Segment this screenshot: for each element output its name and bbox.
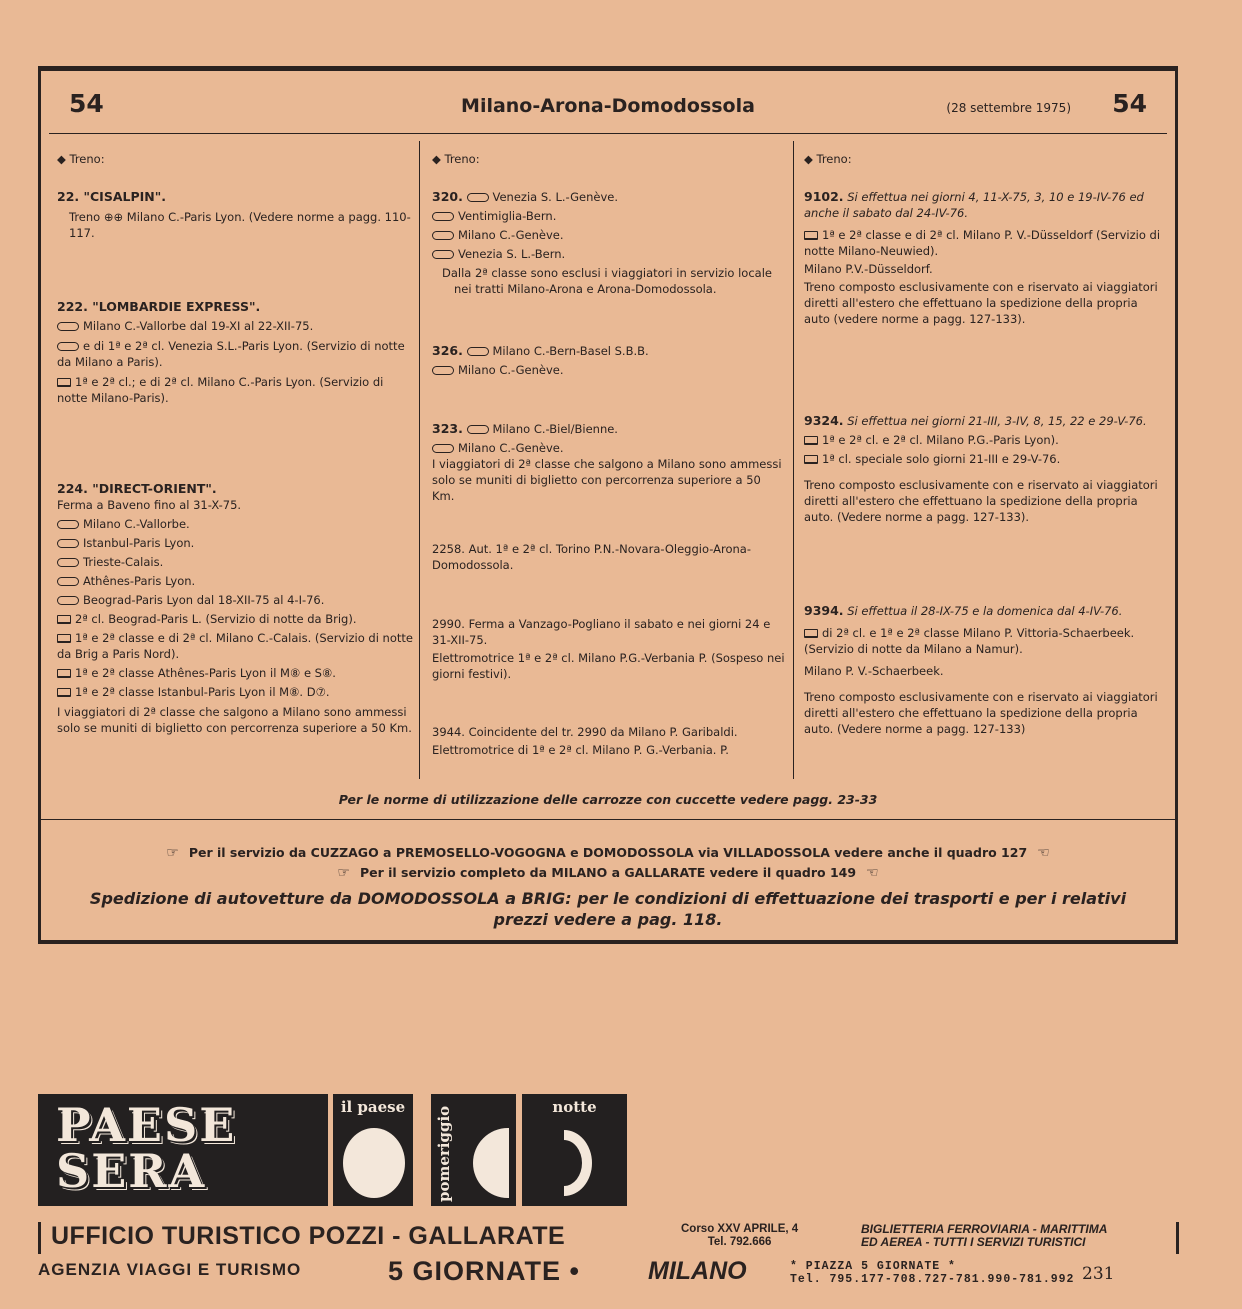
train-title: 22. "CISALPIN". bbox=[57, 189, 167, 204]
sleeping-car-icon bbox=[57, 322, 79, 331]
couchette-icon bbox=[57, 669, 71, 678]
train-days: Si effettua nei giorni 4, 11-X-75, 3, 10 e 19-IV-76 ed anche il sabato dal 24-IV-76. bbox=[804, 190, 1144, 220]
service-reference-149 bbox=[41, 865, 1175, 881]
train-224 bbox=[57, 481, 414, 736]
service-line: BIGLIETTERIA FERROVIARIA - MARITTIMA bbox=[861, 1222, 1108, 1236]
page-number-left: 54 bbox=[69, 89, 104, 118]
train-2990 bbox=[432, 616, 786, 682]
agenzia-label: AGENZIA VIAGGI E TURISMO bbox=[38, 1260, 302, 1279]
reference-text: Per il servizio completo da MILANO a GALLARATE vedere il quadro 149 bbox=[359, 865, 857, 880]
couchette-icon bbox=[57, 688, 71, 697]
train-note: I viaggiatori di 2ª classe che salgono a Milano sono ammessi solo se muniti di biglietto con percorrenza superiore a 50 Km. bbox=[432, 457, 782, 503]
agency-contact bbox=[790, 1260, 1074, 1286]
column-left bbox=[51, 141, 418, 779]
treno-label: ◆ Treno: bbox=[804, 152, 852, 166]
sleeping-car-icon bbox=[432, 231, 454, 240]
train-note: I viaggiatori di 2ª classe che salgono a Milano sono ammessi solo se muniti di biglietto con percorrenza superiore a 50 Km. bbox=[57, 705, 412, 735]
sleeping-car-icon bbox=[57, 539, 79, 548]
train-number: 323. bbox=[432, 421, 463, 436]
edition-label: notte bbox=[552, 1098, 597, 1116]
edition-notte bbox=[522, 1094, 627, 1206]
sleeping-car-icon bbox=[432, 212, 454, 221]
edition-label: il paese bbox=[340, 1098, 406, 1116]
route-line: Milano P. V.-Schaerbeek. bbox=[804, 664, 944, 678]
train-note: Milano C.-Vallorbe dal 19-XI al 22-XII-75. bbox=[83, 319, 314, 333]
train-22 bbox=[57, 189, 414, 241]
sleeping-car-icon bbox=[57, 596, 79, 605]
service-reference-127 bbox=[41, 845, 1175, 861]
route-line: di 2ª cl. e 1ª e 2ª classe Milano P. Vittoria-Schaerbeek. (Servizio di notte da Milano a Namur). bbox=[804, 626, 1135, 656]
page-title: Milano-Arona-Domodossola bbox=[461, 95, 755, 117]
route-line: Venezia S. L.-Bern. bbox=[458, 247, 566, 261]
route-line: Milano P.V.-Düsseldorf. bbox=[804, 262, 933, 276]
route-line: Athênes-Paris Lyon. bbox=[83, 574, 196, 588]
full-circle-icon bbox=[343, 1128, 405, 1198]
train-number: 9102. bbox=[804, 189, 844, 204]
train-note: Dalla 2ª classe sono esclusi i viaggiatori in servizio locale nei tratti Milano-Arona e Arona-Domodossola. bbox=[442, 266, 772, 296]
sleeping-car-icon bbox=[467, 347, 489, 356]
train-323 bbox=[432, 421, 786, 504]
agency-address bbox=[681, 1223, 798, 1249]
train-222 bbox=[57, 299, 414, 406]
train-note: e di 1ª e 2ª cl. Venezia S.L.-Paris Lyon. (Servizio di notte da Milano a Paris). bbox=[57, 339, 405, 369]
sleeping-car-icon bbox=[57, 558, 79, 567]
pointing-hand-icon: ☜ bbox=[866, 865, 879, 881]
address-line: Corso XXV APRILE, 4 bbox=[681, 1223, 799, 1235]
car-shipping-note: Spedizione di autovetture da DOMODOSSOLA a BRIG: per le condizioni di effettuazione dei trasporti e per i relativi prezzi vedere a pag. 118. bbox=[89, 889, 1127, 929]
edition-label: pomeriggio bbox=[435, 1105, 453, 1202]
agency-city: MILANO bbox=[648, 1257, 747, 1285]
train-9324 bbox=[804, 413, 1164, 525]
logo-line-1: PAESE bbox=[56, 1098, 237, 1152]
pointing-hand-icon: ☜ bbox=[1037, 845, 1050, 861]
treno-label: ◆ Treno: bbox=[432, 152, 480, 166]
paese-sera-logo bbox=[38, 1094, 328, 1206]
header-divider bbox=[49, 133, 1167, 134]
route-line: Milano C.-Genève. bbox=[458, 363, 564, 377]
train-days: Si effettua il 28-IX-75 e la domenica dal 4-IV-76. bbox=[847, 604, 1123, 618]
edition-pomeriggio bbox=[431, 1094, 516, 1206]
couchette-icon bbox=[804, 436, 818, 445]
address-line: * PIAZZA 5 GIORNATE * bbox=[790, 1260, 956, 1273]
sleeping-car-icon bbox=[432, 366, 454, 375]
route-line: 1ª e 2ª classe Istanbul-Paris Lyon il M⑧. D⑦. bbox=[75, 685, 330, 699]
route-line: Ventimiglia-Bern. bbox=[458, 209, 557, 223]
agency-name: UFFICIO TURISTICO POZZI - GALLARATE bbox=[51, 1222, 566, 1250]
crescent-icon bbox=[536, 1130, 592, 1196]
train-2258: 2258. Aut. 1ª e 2ª cl. Torino P.N.-Novara-Oleggio-Arona-Domodossola. bbox=[432, 542, 751, 572]
pointing-hand-icon: ☞ bbox=[166, 845, 179, 861]
column-divider bbox=[793, 141, 794, 779]
edition-il-paese bbox=[333, 1094, 413, 1206]
couchette-norms-note: Per le norme di utilizzazione delle carrozze con cuccette vedere pagg. 23-33 bbox=[338, 792, 878, 807]
agency-services bbox=[861, 1223, 1107, 1249]
train-title: 222. "LOMBARDIE EXPRESS". bbox=[57, 299, 261, 314]
column-middle bbox=[426, 141, 790, 779]
edition-date: (28 settembre 1975) bbox=[946, 101, 1071, 115]
train-note: Treno composto esclusivamente con e riservato ai viaggiatori diretti all'estero che effettuano la spedizione della propria auto. (Vedere norme a pagg. 127-133) bbox=[804, 690, 1158, 736]
train-note: 1ª e 2ª cl.; e di 2ª cl. Milano C.-Paris Lyon. (Servizio di notte Milano-Paris). bbox=[57, 375, 384, 405]
route-line: 1ª e 2ª classe Athênes-Paris Lyon il M⑧ e S⑧. bbox=[75, 666, 336, 680]
route-line: Trieste-Calais. bbox=[83, 555, 164, 569]
couchette-icon bbox=[804, 455, 818, 464]
train-326 bbox=[432, 343, 786, 378]
treno-label: ◆ Treno: bbox=[57, 152, 105, 166]
column-right bbox=[798, 141, 1168, 779]
route-line: 1ª e 2ª cl. e 2ª cl. Milano P.G.-Paris Lyon). bbox=[822, 433, 1059, 447]
train-note: Treno composto esclusivamente con e riservato ai viaggiatori diretti all'estero che effettuano la spedizione della propria auto (vedere norme a pagg. 127-133). bbox=[804, 280, 1158, 326]
route-line: 1ª cl. speciale solo giorni 21-III e 29-V-76. bbox=[822, 452, 1061, 466]
reference-text: Per il servizio da CUZZAGO a PREMOSELLO-VOGOGNA e DOMODOSSOLA via VILLADOSSOLA vedere anche il quadro 127 bbox=[188, 845, 1028, 860]
train-note: Treno composto esclusivamente con e riservato ai viaggiatori diretti all'estero che effettuano la spedizione della propria auto. (Vedere norme a pagg. 127-133). bbox=[804, 478, 1158, 524]
train-9102 bbox=[804, 189, 1164, 327]
route-line: 2ª cl. Beograd-Paris L. (Servizio di notte da Brig). bbox=[75, 612, 357, 626]
couchette-icon bbox=[57, 634, 71, 643]
route-line: Milano C.-Bern-Basel S.B.B. bbox=[492, 344, 649, 358]
train-number: 320. bbox=[432, 189, 463, 204]
phone-line: Tel. 795.177-708.727-781.990-781.992 bbox=[790, 1273, 1075, 1286]
train-title: 224. "DIRECT-ORIENT". bbox=[57, 481, 217, 496]
footer-divider bbox=[41, 819, 1175, 820]
pointing-hand-icon: ☞ bbox=[337, 865, 350, 881]
train-note: 3944. Coincidente del tr. 2990 da Milano P. Garibaldi. bbox=[432, 725, 738, 739]
bed-icon bbox=[57, 615, 71, 624]
sleeping-car-icon bbox=[57, 342, 79, 351]
sleeping-car-icon bbox=[467, 425, 489, 434]
page-number-bottom: 231 bbox=[1082, 1264, 1115, 1284]
route-line: Milano C.-Genève. bbox=[458, 228, 564, 242]
train-number: 9394. bbox=[804, 603, 844, 618]
half-circle-icon bbox=[473, 1128, 509, 1198]
column-divider bbox=[419, 141, 420, 779]
train-note: Elettromotrice 1ª e 2ª cl. Milano P.G.-Verbania P. (Sospeso nei giorni festivi). bbox=[432, 651, 785, 681]
train-note: Treno ⊕⊕ Milano C.-Paris Lyon. (Vedere norme a pagg. 110-117. bbox=[69, 210, 411, 240]
route-line: 1ª e 2ª classe e di 2ª cl. Milano P. V.-Düsseldorf (Servizio di notte Milano-Neuwied). bbox=[804, 228, 1161, 258]
train-3944 bbox=[432, 724, 786, 758]
train-note: Elettromotrice di 1ª e 2ª cl. Milano P. G.-Verbania. P. bbox=[432, 743, 729, 757]
route-line: Milano C.-Biel/Bienne. bbox=[492, 422, 618, 436]
couchette-icon bbox=[57, 378, 71, 387]
route-line: Istanbul-Paris Lyon. bbox=[83, 536, 195, 550]
route-line: Milano C.-Vallorbe. bbox=[83, 517, 190, 531]
route-line: Milano C.-Genève. bbox=[458, 441, 564, 455]
couchette-icon bbox=[804, 231, 818, 240]
ufficio-turistico-ad bbox=[38, 1222, 1179, 1254]
sleeping-car-icon bbox=[57, 520, 79, 529]
page-header bbox=[41, 89, 1175, 129]
logo-line-2: SERA bbox=[56, 1144, 207, 1198]
logo-text bbox=[56, 1098, 237, 1198]
train-number: 9324. bbox=[804, 413, 844, 428]
sleeping-car-icon bbox=[432, 250, 454, 259]
route-line: Venezia S. L.-Genève. bbox=[492, 190, 618, 204]
page-number-right: 54 bbox=[1112, 89, 1147, 118]
train-number: 326. bbox=[432, 343, 463, 358]
train-days: Si effettua nei giorni 21-III, 3-IV, 8, 15, 22 e 29-V-76. bbox=[847, 414, 1147, 428]
phone-line: Tel. 792.666 bbox=[707, 1236, 772, 1248]
service-line: ED AEREA - TUTTI I SERVIZI TURISTICI bbox=[861, 1235, 1086, 1249]
route-line: Beograd-Paris Lyon dal 18-XII-75 al 4-I-76. bbox=[83, 593, 325, 607]
sleeping-car-icon bbox=[57, 577, 79, 586]
timetable-frame bbox=[38, 66, 1178, 944]
agency-5-giornate: 5 GIORNATE • bbox=[388, 1256, 580, 1286]
bed-icon bbox=[804, 629, 818, 638]
sleeping-car-icon bbox=[467, 193, 489, 202]
train-note: 2990. Ferma a Vanzago-Pogliano il sabato e nei giorni 24 e 31-XII-75. bbox=[432, 617, 771, 647]
train-320 bbox=[432, 189, 786, 297]
sleeping-car-icon bbox=[432, 444, 454, 453]
train-note: Ferma a Baveno fino al 31-X-75. bbox=[57, 498, 242, 512]
route-line: 1ª e 2ª classe e di 2ª cl. Milano C.-Calais. (Servizio di notte da Brig a Paris Nord). bbox=[57, 631, 413, 661]
train-9394 bbox=[804, 603, 1164, 737]
